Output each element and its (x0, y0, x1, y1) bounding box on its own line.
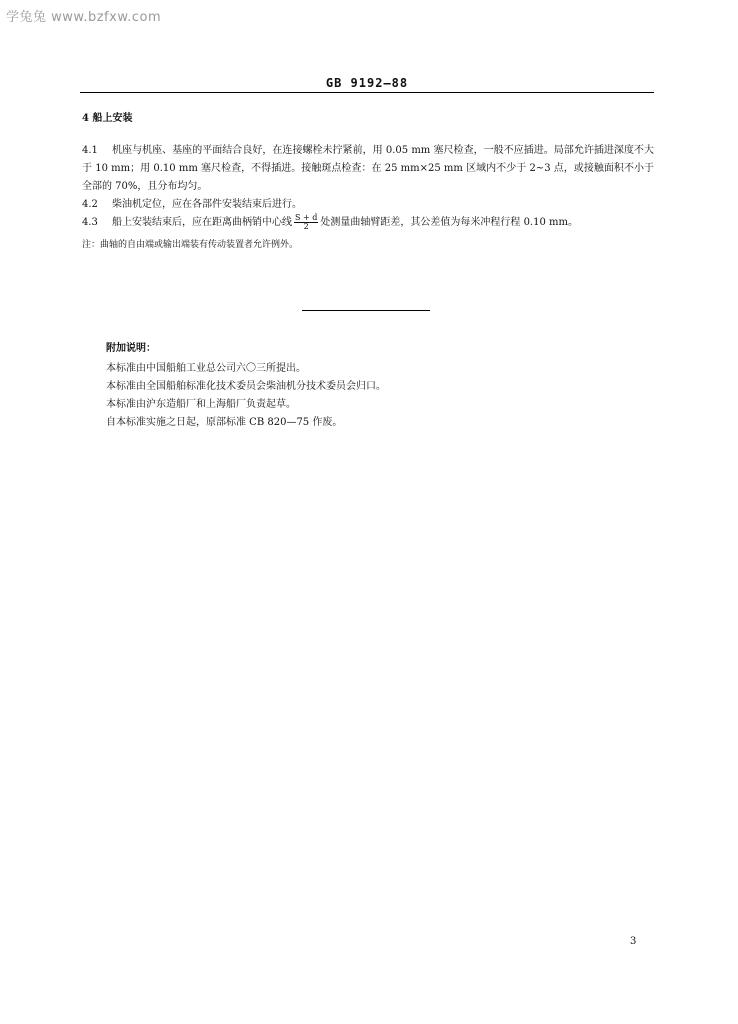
section-title: 4 船上安装 (82, 113, 133, 124)
main-content (82, 104, 654, 254)
additional-note-line: 本标准由沪东造船厂和上海船厂负责起草。 (106, 399, 296, 410)
page-header (80, 72, 654, 93)
standard-code: GB 9192—88 (325, 76, 409, 90)
clause-text: 机座与机座、基座的平面结合良好，在连接螺栓未拧紧前，用 0.05 mm 塞尺检查，一般不应插进。局部允许插进深度不大于 10 mm；用 0.10 mm 塞尺检查，不得插进。接触斑点检查：在 25 mm×25 mm 区域内不少于 2~3 点，或接触面积不小于全部的 70%，且分布均匀。 (82, 145, 654, 192)
section-divider (302, 310, 430, 311)
fraction-numerator: S + d (295, 213, 318, 222)
clause-text-before: 船上安装结束后，应在距离曲柄销中心线 (112, 217, 292, 228)
clause-number: 4.2 (82, 199, 98, 210)
clause-text-after: 处测量曲轴臂距差，其公差值为每米冲程行程 0.10 mm。 (320, 217, 578, 228)
clause-number: 4.3 (82, 217, 98, 228)
additional-note-line: 本标准由全国船舶标准化技术委员会柴油机分技术委员会归口。 (106, 381, 386, 392)
page-number: 3 (630, 936, 637, 947)
additional-notes-title: 附加说明： (106, 343, 156, 354)
additional-notes (106, 340, 626, 432)
fraction (294, 214, 318, 231)
clause-4-3 (82, 214, 654, 232)
watermark-text: 学兔兔 www.bzfxw.com (6, 10, 162, 25)
note: 注：曲轴的自由端或输出端装有传动装置者允许例外。 (82, 240, 299, 250)
additional-note-line: 自本标准实施之日起，原部标准 CB 820—75 作废。 (106, 417, 343, 428)
clause-number: 4.1 (82, 145, 98, 156)
fraction-denominator: 2 (303, 222, 309, 231)
clause-4-2 (82, 196, 654, 214)
additional-note-line: 本标准由中国船舶工业总公司六〇三所提出。 (106, 363, 306, 374)
clause-text: 柴油机定位，应在各部件安装结束后进行。 (112, 199, 302, 210)
clause-4-1 (82, 142, 654, 196)
